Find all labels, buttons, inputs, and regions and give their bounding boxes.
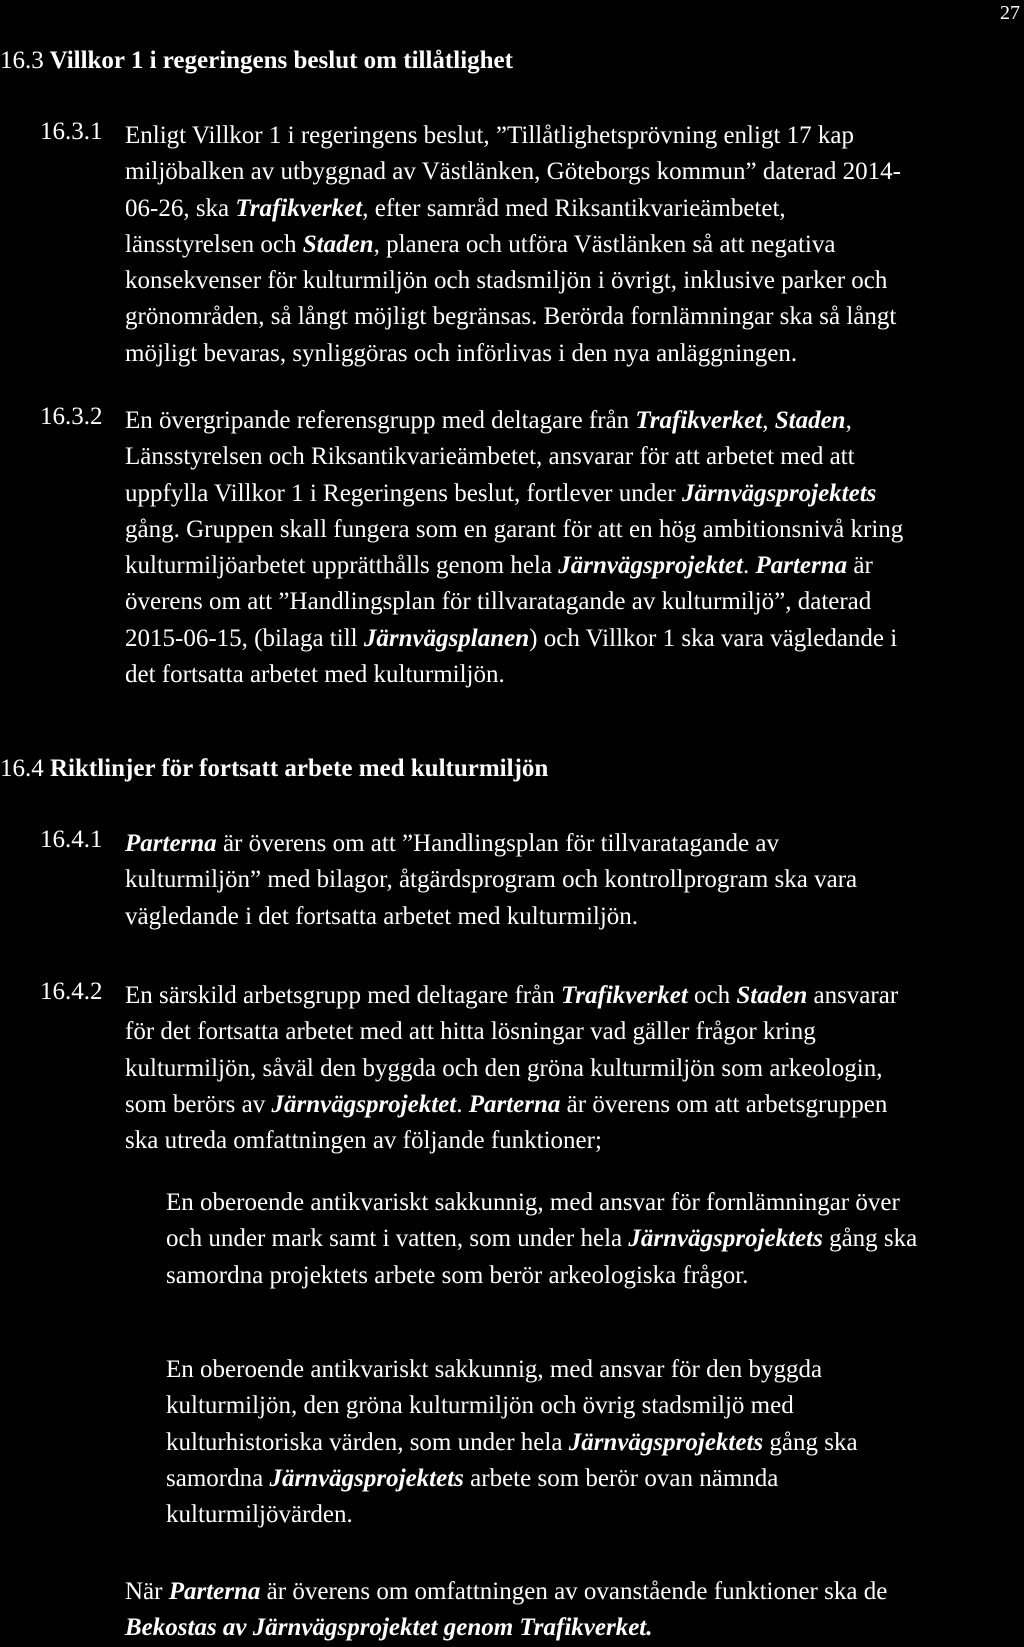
section-number: 16.3 [0,47,44,74]
text-run: för det fortsatta arbetet med att hitta lösningar vad gäller frågor kring [125,1018,816,1046]
text-run: och under mark samt i vatten, som under hela [166,1225,629,1253]
text-run: möjligt bevaras, synliggöras och införlivas i den nya anläggningen. [125,339,798,367]
text-line [125,512,1005,548]
emphasis-text: Parterna [468,1090,561,1118]
function-item-archaeology [166,1185,1006,1294]
text-run: En särskild arbetsgrupp med deltagare från [125,982,561,1009]
emphasis-text: Trafikverket [235,194,363,222]
text-line [125,191,1005,227]
text-run: , planera och utföra Västlänken så att negativa [373,230,836,258]
text-line [166,1497,1006,1533]
text-run: gång. Gruppen skall fungera som en garant för att en hög ambitionsnivå kring [125,515,904,543]
text-run: samordna projektets arbete som berör arkeologiska frågor. [166,1261,749,1289]
text-run: kulturmiljön” med bilagor, åtgärdsprogram och kontrollprogram ska vara [125,866,858,894]
text-line [166,1352,1006,1388]
section-number: 16.4 [0,755,44,782]
text-run: samordna [166,1464,270,1492]
text-run: ansvarar [807,982,899,1009]
text-line [125,227,1005,263]
emphasis-text: Bekostas av Järnvägsprojektet genom Trafikverket. [125,1614,653,1642]
emphasis-text: Trafikverket [560,982,688,1009]
text-line [125,1087,1005,1123]
paragraph-number: 16.3.1 [40,118,103,145]
text-run: arbete som berör ovan nämnda [463,1464,779,1492]
text-line [166,1185,1006,1221]
text-run: länsstyrelsen och [125,230,303,258]
paragraph-16-4-2 [125,978,1005,1159]
text-run: , [845,407,852,434]
text-run: gång ska [822,1225,918,1253]
emphasis-text: Parterna [168,1578,261,1605]
text-line [166,1221,1006,1257]
closing-paragraph [125,1574,1005,1647]
text-run: som berörs av [125,1090,272,1118]
text-run: , efter samråd med Riksantikvarieämbetet, [362,194,786,222]
text-run: Länsstyrelsen och Riksantikvarieämbetet, ansvarar för att arbetet med att [125,443,855,471]
paragraph-16-3-1 [125,118,1005,372]
text-run: ) och Villkor 1 ska vara vägledande i [529,624,898,652]
text-run: är [847,552,873,580]
text-line [125,154,1005,190]
text-run: uppfylla Villkor 1 i Regeringens beslut, fortlever under [125,479,682,507]
text-line [125,1123,1005,1159]
text-run: grönområden, så långt möjligt begränsas. Berörda fornlämningar ska så långt [125,303,897,331]
text-run: och [687,982,737,1009]
section-heading-16-4 [0,755,548,783]
function-item-built-environment [166,1352,1006,1533]
text-line [125,118,1005,154]
text-line [166,1388,1006,1424]
text-run: kulturhistoriska värden, som under hela [166,1428,569,1456]
text-line [125,826,1005,862]
text-run: det fortsatta arbetet med kulturmiljön. [125,661,505,689]
text-line [125,476,1005,512]
text-run: är överens om omfattningen av ovanstående funktioner ska de [260,1578,888,1605]
text-run: konsekvenser för kulturmiljön och stadsmiljön i övrigt, inklusive parker och [125,267,888,295]
text-line [125,862,1005,898]
text-run: miljöbalken av utbyggnad av Västlänken, Göteborgs kommun” daterad 2014- [125,158,901,186]
paragraph-number: 16.4.1 [40,826,103,853]
text-line [125,657,1005,693]
emphasis-text: Staden [736,982,808,1009]
text-run: En oberoende antikvariskt sakkunnig, med ansvar för fornlämningar över [166,1189,900,1216]
section-title: Villkor 1 i regeringens beslut om tillåtlighet [49,47,513,74]
text-line [166,1461,1006,1497]
text-run: En oberoende antikvariskt sakkunnig, med ansvar för den byggda [166,1356,823,1383]
text-line [125,584,1005,620]
text-run: När [125,1578,169,1605]
emphasis-text: Trafikverket [635,407,763,434]
section-heading-16-3 [0,47,513,75]
emphasis-text: Staden [774,407,846,434]
text-run: 06-26, ska [125,194,236,222]
text-line [125,299,1005,335]
text-run: . [456,1090,469,1118]
text-line [125,548,1005,584]
text-line [125,621,1005,657]
section-title: Riktlinjer för fortsatt arbete med kulturmiljön [50,755,549,782]
text-line [125,1014,1005,1050]
text-line [166,1258,1006,1294]
emphasis-text: Parterna [125,830,217,857]
paragraph-16-3-2 [125,403,1005,693]
text-run: kulturmiljön, den gröna kulturmiljön och övrig stadsmiljö med [166,1392,794,1420]
text-run: ska utreda omfattningen av följande funktioner; [125,1127,602,1155]
text-run: vägledande i det fortsatta arbetet med kulturmiljön. [125,902,639,930]
emphasis-text: Järnvägsprojektets [568,1428,764,1456]
text-run: En övergripande referensgrupp med deltagare från [125,407,636,434]
text-run: kulturmiljöarbetet upprätthålls genom hela [125,552,559,580]
text-line [125,1051,1005,1087]
text-line [125,978,1005,1014]
emphasis-text: Parterna [755,552,848,580]
text-line [166,1425,1006,1461]
text-run: är överens om att ”Handlingsplan för tillvaratagande av [216,830,779,857]
emphasis-text: Järnvägsprojektets [269,1464,464,1492]
text-line [125,336,1005,372]
text-line [125,1574,1005,1610]
text-line [125,899,1005,935]
paragraph-number: 16.3.2 [40,403,103,430]
emphasis-text: Staden [302,230,374,258]
text-run: är överens om att arbetsgruppen [560,1090,888,1118]
paragraph-16-4-1 [125,826,1005,935]
text-run: gång ska [763,1428,858,1456]
emphasis-text: Järnvägsprojektet [558,552,743,580]
text-line [125,263,1005,299]
text-line [125,439,1005,475]
text-run: Enligt Villkor 1 i regeringens beslut, ”Tillåtlighetsprövning enligt 17 kap [125,122,854,149]
page-number: 27 [1000,2,1020,24]
emphasis-text: Järnvägsprojektets [681,479,877,507]
paragraph-number: 16.4.2 [40,978,103,1005]
text-run: kulturmiljövärden. [166,1501,353,1529]
text-run: 2015-06-15, (bilaga till [125,624,364,652]
text-line [125,1610,1005,1646]
text-run: överens om att ”Handlingsplan för tillvaratagande av kulturmiljö”, daterad [125,588,872,616]
text-run: , [762,407,775,434]
emphasis-text: Järnvägsprojektets [628,1225,823,1253]
text-line [125,403,1005,439]
text-run: kulturmiljön, såväl den byggda och den gröna kulturmiljön som arkeologin, [125,1054,883,1082]
text-run: . [742,552,756,580]
emphasis-text: Järnvägsplanen [363,624,530,652]
emphasis-text: Järnvägsprojektet [271,1090,457,1118]
